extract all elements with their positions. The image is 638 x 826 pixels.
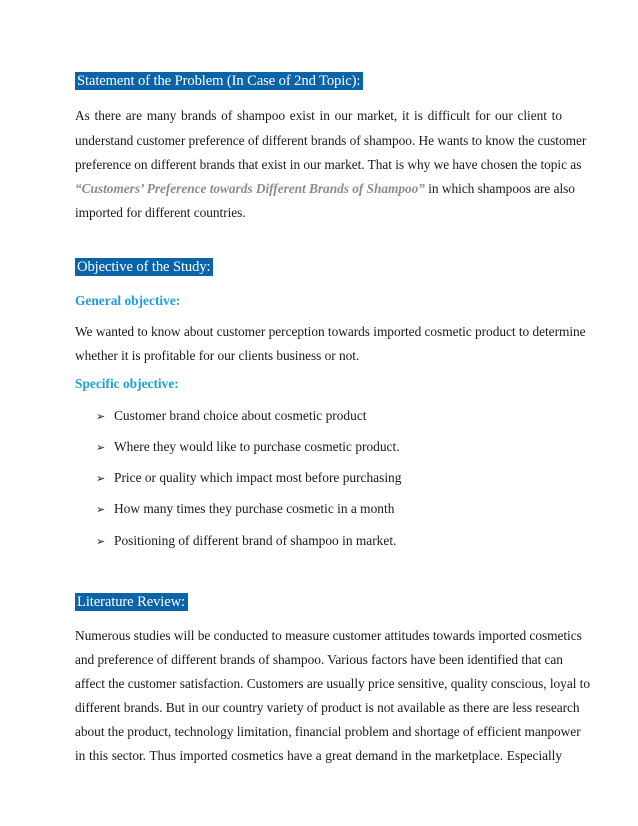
problem-heading: Statement of the Problem (In Case of 2nd Topic):: [75, 72, 363, 90]
problem-line-4-rest: in which shampoos are also: [424, 181, 575, 196]
literature-heading: Literature Review:: [75, 593, 188, 611]
problem-line-5: imported for different countries.: [75, 205, 246, 220]
arrow-bullet-icon: ➢: [96, 503, 106, 516]
specific-objective-label: Specific objective:: [75, 376, 179, 391]
bullet-text: Where they would like to purchase cosmetic product.: [114, 439, 400, 454]
objective-bullet: [96, 470, 401, 487]
literature-line-6: in this sector. Thus imported cosmetics have a great demand in the marketplace. Especially: [75, 748, 562, 763]
literature-line-3: affect the customer satisfaction. Customers are usually price sensitive, quality conscious, loyal to: [75, 676, 590, 691]
bullet-text: Customer brand choice about cosmetic product: [114, 408, 367, 423]
general-objective-line-1: We wanted to know about customer perception towards imported cosmetic product to determine: [75, 324, 586, 339]
arrow-bullet-icon: ➢: [96, 472, 106, 485]
literature-line-5: about the product, technology limitation, financial problem and shortage of efficient manpower: [75, 724, 581, 739]
problem-line-2: understand customer preference of different brands of shampoo. He wants to know the customer: [75, 133, 587, 148]
arrow-bullet-icon: ➢: [96, 410, 106, 423]
objective-bullet: [96, 408, 367, 425]
objective-bullet: [96, 439, 400, 456]
arrow-bullet-icon: ➢: [96, 441, 106, 454]
bullet-text: Price or quality which impact most before purchasing: [114, 470, 402, 485]
problem-line-3: preference on different brands that exist in our market. That is why we have chosen the topic as: [75, 157, 582, 172]
literature-line-4: different brands. But in our country variety of product is not available as there are less research: [75, 700, 580, 715]
general-objective-label: General objective:: [75, 293, 181, 308]
literature-line-1: Numerous studies will be conducted to measure customer attitudes towards imported cosmetics: [75, 628, 582, 643]
objective-bullet: [96, 501, 394, 518]
topic-title-emphasis: “Customers’ Preference towards Different Brands of Shampoo”: [75, 181, 425, 196]
objective-bullet: [96, 533, 396, 550]
problem-line-4: [75, 181, 575, 197]
problem-line-1: As there are many brands of shampoo exist in our market, it is difficult for our client to: [75, 108, 562, 123]
literature-line-2: and preference of different brands of shampoo. Various factors have been identified that can: [75, 652, 563, 667]
arrow-bullet-icon: ➢: [96, 535, 106, 548]
bullet-text: How many times they purchase cosmetic in a month: [114, 501, 395, 516]
objective-heading: Objective of the Study:: [75, 258, 213, 276]
bullet-text: Positioning of different brand of shampoo in market.: [114, 533, 397, 548]
general-objective-line-2: whether it is profitable for our clients business or not.: [75, 348, 360, 363]
